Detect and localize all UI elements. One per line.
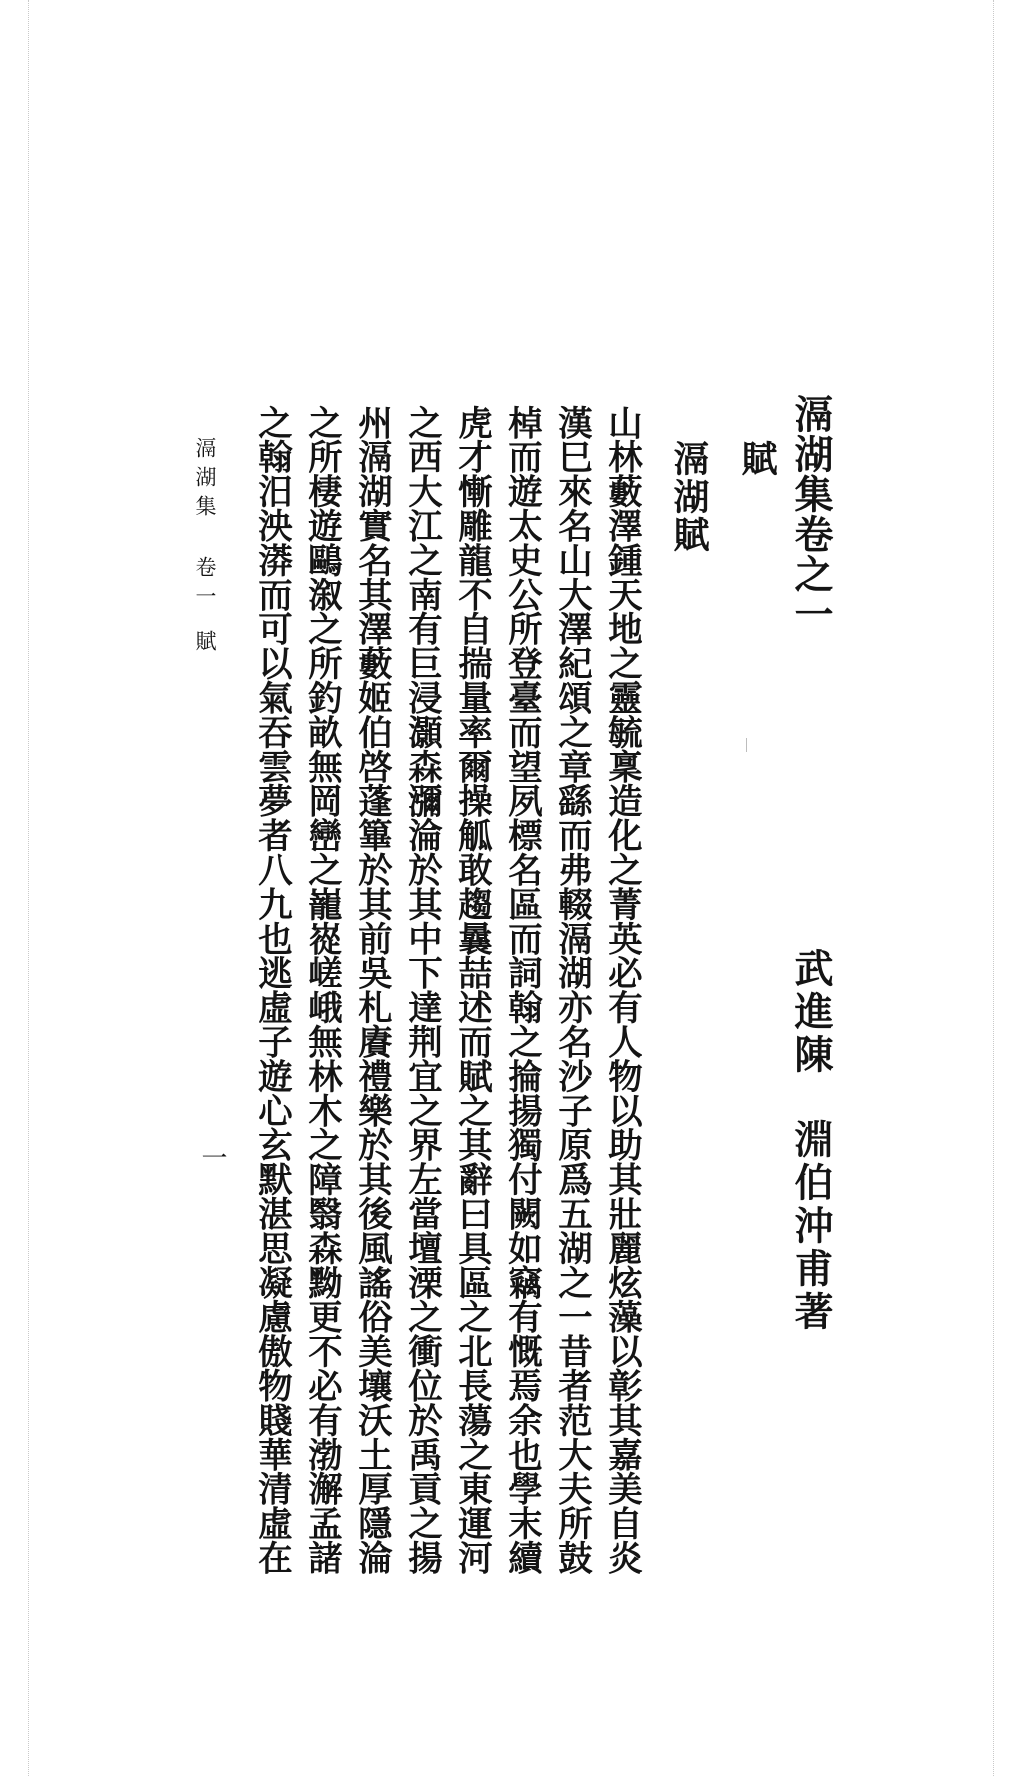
- author-line: [788, 948, 834, 1334]
- print-mark: [746, 738, 747, 752]
- body-line: 之翰汨泱漭而可以氣吞雲夢者八九也逃虛子遊心玄默湛思凝慮傲物賤華清虛在: [251, 405, 292, 1575]
- body-line: 之所棲遊鷗溆之所釣畝無岡巒之巃嵸嵯峨無林木之障翳森黝更不必有渤澥孟諸: [301, 405, 342, 1575]
- author-origin: 武進陳: [788, 948, 834, 1077]
- footer-volume: 卷一: [193, 556, 217, 614]
- volume-title: 滆湖集卷之一: [788, 394, 834, 634]
- section-heading: 賦: [736, 440, 778, 476]
- page-number: 一: [197, 1144, 227, 1170]
- body-line: 漢巳來名山大澤紀頌之章繇而弗輟滆湖亦名沙子原爲五湖之一昔者范大夫所鼓: [551, 405, 592, 1575]
- footer-book-title: 滆湖集: [193, 437, 217, 524]
- body-line: 之西大江之南有巨浸灝森瀰淪於其中下達荆宜之界左當壇溧之衝位於禹貢之揚: [401, 405, 442, 1575]
- page-footer: [194, 437, 215, 659]
- author-name: 淵伯沖甫著: [788, 1119, 834, 1334]
- piece-title: 滆湖賦: [668, 440, 710, 554]
- body-line: 棹而遊太史公所登臺而望夙標名區而詞翰之掄揚獨付闕如竊有慨焉余也學末續: [501, 405, 542, 1575]
- page-edge-guide-right: [993, 0, 994, 1776]
- footer-section: 賦: [193, 630, 217, 659]
- body-line: 州滆湖實名其澤藪姬伯啓蓬篳於其前吳札賡禮樂於其後風謠俗美壤沃土厚隱淪: [351, 405, 392, 1575]
- body-line: 山林藪澤鍾天地之靈毓稟造化之菁英必有人物以助其壯麗炫藻以彰其嘉美自炎: [601, 405, 642, 1575]
- body-line: 虎才慚雕龍不自揣量率爾操觚敢趨曩喆述而賦之其辭曰具區之北長蕩之東運河: [451, 405, 492, 1575]
- page-edge-guide-left: [28, 0, 29, 1776]
